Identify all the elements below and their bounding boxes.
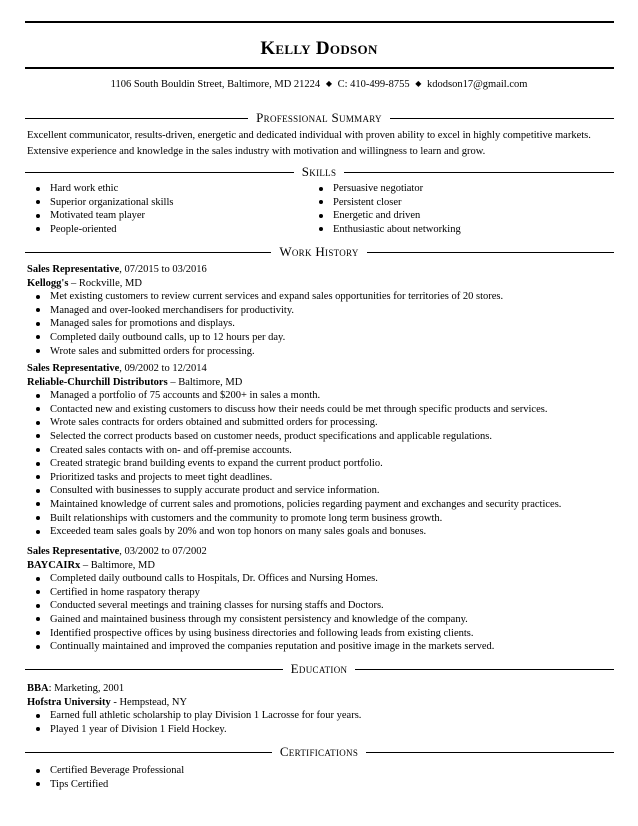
list-item: Completed daily outbound calls to Hospitals, Dr. Offices and Nursing Homes. (27, 572, 617, 586)
summary-text: Excellent communicator, results-driven, energetic and dedicated individual with proven ability to excel in highly competitive markets. Extensive experience and knowledge in the sales industry with motivation and willingness to learn and grow. (27, 130, 591, 157)
phone: C: 410-499-8755 (337, 79, 410, 90)
list-item: Played 1 year of Division 1 Field Hockey. (27, 723, 617, 737)
list-item: Energetic and driven (310, 209, 461, 223)
section-title-work-history: Work History (0, 244, 638, 260)
job-company: Reliable-Churchill Distributors (27, 376, 168, 388)
list-item: Completed daily outbound calls, up to 12 hours per day. (27, 331, 617, 345)
job-company: BAYCAIRx (27, 559, 81, 571)
list-item: Continually maintained and improved the companies reputation and positive image in the markets served. (27, 640, 617, 654)
job-title-line (27, 545, 617, 559)
list-item: Met existing customers to review current services and expand sales opportunities for territories of 20 stores. (27, 290, 617, 304)
list-item: Exceeded team sales goals by 20% and won top honors on many sales goals and bonuses. (27, 525, 617, 539)
job-dates: , 09/2002 to 12/2014 (119, 363, 207, 374)
job-company-line (27, 277, 617, 291)
list-item: Consulted with businesses to supply accurate product and service information. (27, 484, 617, 498)
job-company-line (27, 559, 617, 573)
school-line (27, 696, 617, 710)
list-item: Selected the correct products based on customer needs, product specifications and applicable regulations. (27, 430, 617, 444)
diamond-separator-icon: ◆ (325, 79, 332, 88)
job-company-line (27, 376, 617, 390)
list-item: Tips Certified (27, 778, 184, 792)
job-role: Sales Representative (27, 363, 120, 374)
job-dates: , 03/2002 to 07/2002 (119, 546, 207, 557)
section-title-certifications: Certifications (0, 744, 638, 760)
section-title-skills: Skills (0, 164, 638, 180)
list-item: Contacted new and existing customers to discuss how their needs could be met through specific products and services. (27, 403, 617, 417)
education-bullets (27, 709, 617, 736)
skills-list-left (27, 182, 173, 236)
email: kdodson17@gmail.com (427, 79, 528, 90)
contact-line (0, 78, 638, 92)
job-bullets (27, 572, 617, 654)
school: Hofstra University (27, 696, 111, 708)
list-item: Certified Beverage Professional (27, 764, 184, 778)
job-entry (27, 545, 617, 654)
job-entry (27, 362, 617, 539)
education-entry (27, 682, 617, 736)
section-title-education: Education (0, 661, 638, 677)
skills-list-right (310, 182, 461, 236)
list-item: Managed and over-looked merchandisers for productivity. (27, 304, 617, 318)
list-item: Motivated team player (27, 209, 173, 223)
diamond-separator-icon: ◆ (415, 79, 422, 88)
list-item: Prioritized tasks and projects to meet tight deadlines. (27, 471, 617, 485)
list-item: Enthusiastic about networking (310, 223, 461, 237)
job-bullets (27, 389, 617, 539)
list-item: Certified in home raspatory therapy (27, 586, 617, 600)
list-item: Managed sales for promotions and displays. (27, 317, 617, 331)
job-role: Sales Representative (27, 264, 120, 275)
degree-field: : Marketing, 2001 (48, 683, 125, 694)
list-item: Earned full athletic scholarship to play Division 1 Lacrosse for four years. (27, 709, 617, 723)
list-item: Wrote sales and submitted orders for processing. (27, 345, 617, 359)
top-rule (25, 21, 614, 23)
job-title-line (27, 362, 617, 376)
list-item: Created strategic brand building events to expand the current product portfolio. (27, 457, 617, 471)
degree-line (27, 682, 617, 696)
job-company: Kellogg's (27, 277, 69, 289)
list-item: Identified prospective offices by using business directories and following leads from existing clients. (27, 627, 617, 641)
job-location: – Baltimore, MD (167, 376, 243, 388)
list-item: Built relationships with customers and the community to promote long term business growth. (27, 512, 617, 526)
name-rule (25, 67, 614, 69)
list-item: Managed a portfolio of 75 accounts and $200+ in sales a month. (27, 389, 617, 403)
candidate-name: Kelly Dodson (260, 38, 378, 59)
list-item: Created sales contacts with on- and off-premise accounts. (27, 444, 617, 458)
list-item: Wrote sales contracts for orders obtained and submitted orders for processing. (27, 416, 617, 430)
job-location: – Rockville, MD (68, 277, 142, 289)
list-item: Gained and maintained business through my consistent persistency and knowledge of the company. (27, 613, 617, 627)
list-item: Conducted several meetings and training classes for nursing staffs and Doctors. (27, 599, 617, 613)
list-item: Persistent closer (310, 196, 461, 210)
job-location: – Baltimore, MD (80, 559, 155, 571)
list-item: Hard work ethic (27, 182, 173, 196)
job-role: Sales Representative (27, 546, 120, 557)
job-title-line (27, 263, 617, 277)
list-item: Superior organizational skills (27, 196, 173, 210)
address: 1106 South Bouldin Street, Baltimore, MD 21224 (110, 79, 321, 90)
list-item: People-oriented (27, 223, 173, 237)
section-title-summary: Professional Summary (0, 110, 638, 126)
certifications-list (27, 764, 184, 791)
job-dates: , 07/2015 to 03/2016 (119, 264, 207, 275)
list-item: Persuasive negotiator (310, 182, 461, 196)
degree: BBA (27, 683, 49, 694)
school-location: - Hempstead, NY (110, 696, 188, 708)
list-item: Maintained knowledge of current sales and promotions, policies regarding payment and exchanges and security practices. (27, 498, 617, 512)
job-entry (27, 263, 617, 358)
job-bullets (27, 290, 617, 358)
